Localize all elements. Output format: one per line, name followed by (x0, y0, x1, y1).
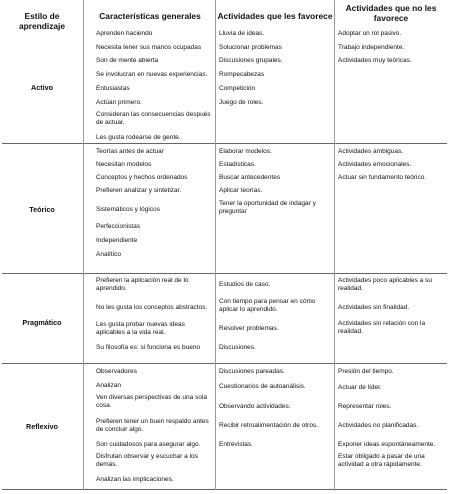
header-favors: Actividades que les favorece (217, 11, 333, 21)
list-item: Discusiones pareadas. (219, 368, 285, 375)
list-item: Entusiastas (96, 85, 130, 92)
list-item: Prefieren tener un buen respaldo antes de concluir algo. (96, 418, 209, 434)
list-item: Actuar de líder. (338, 384, 382, 391)
list-item: Exponer ideas espontáneamente. (338, 441, 436, 448)
list-item: Actividades no planificadas. (338, 422, 419, 429)
list-item: Estudios de caso. (219, 281, 271, 288)
list-item: Representar roles. (338, 403, 392, 410)
list-item: Independiente (96, 237, 138, 244)
header-not-favors: Actividades que no les favorece (345, 3, 437, 23)
style-activo: Activo (31, 83, 53, 92)
style-pragmatico: Pragmático (22, 318, 62, 327)
list-item: Discusiones grupales. (219, 57, 283, 64)
list-item: Observadores (96, 368, 137, 375)
row-divider (2, 143, 447, 144)
list-item: Actividades poco aplicables a su realidad. (338, 277, 432, 293)
column-divider (215, 0, 216, 490)
list-item: Les gusta probar nuevas ideas aplicables a la vida real. (96, 321, 185, 337)
list-item: Recibir retroalimentación de otros. (219, 422, 318, 429)
row-divider (2, 363, 447, 364)
column-divider (83, 0, 84, 490)
list-item: Disfrutan observar y escuchar a los demás. (96, 453, 198, 469)
list-item: Prefieren la aplicación real de lo aprendido. (96, 277, 189, 293)
list-item: Estar obligado a pasar de una actividad a otra rápidamente. (338, 453, 425, 469)
row-divider (2, 489, 447, 490)
style-reflexivo: Reflexivo (26, 422, 58, 431)
list-item: Aprenden haciendo (96, 30, 153, 37)
list-item: Teorías antes de actuar (96, 148, 164, 155)
list-item: Analizan las implicaciones. (96, 476, 174, 483)
list-item: Actuar sin fundamento teórico. (338, 174, 427, 181)
list-item: Actividades emocionales. (338, 161, 412, 168)
list-item: Tener la oportunidad de indagar y preguntar (219, 200, 316, 216)
list-item: Presión del tiempo. (338, 368, 394, 375)
list-item: Actividades muy teóricas. (338, 57, 412, 64)
list-item: Entrevistas. (219, 441, 253, 448)
list-item: Cuestionarios de autoanálisis. (219, 383, 306, 390)
row-divider (2, 273, 447, 274)
list-item: Analizan (96, 382, 121, 389)
list-item: Actividades ambiguas. (338, 148, 404, 155)
list-item: Adoptar un rol pasivo. (338, 30, 402, 37)
list-item: Rompecabezas (219, 71, 265, 78)
list-item: Analítico (96, 251, 121, 258)
header-characteristics: Características generales (99, 11, 201, 21)
list-item: Ven diversas perspectivas de una sola cosa. (96, 394, 207, 410)
list-item: Su filosofía es: si funciona es bueno (96, 344, 201, 351)
list-item: Lluvia de ideas. (219, 30, 265, 37)
list-item: No les gusta los conceptos abstractos. (96, 304, 208, 311)
list-item: Necesita tener sus manos ocupadas (96, 44, 202, 51)
list-item: Consideran las consecuencias después de actuar. (96, 111, 211, 127)
list-item: Son de mente abierta (96, 57, 159, 64)
list-item: Necesitan modelos (96, 161, 152, 168)
list-item: Competición (219, 85, 256, 92)
list-item: Prefieren analizar y sintetizar. (96, 187, 182, 194)
list-item: Se involucran en nuevas experiencias. (96, 71, 208, 78)
list-item: Resolver problemas. (219, 325, 279, 332)
style-teorico: Teórico (29, 205, 55, 214)
list-item: Estadísticas. (219, 161, 256, 168)
list-item: Son cuidadosos para asegurar algo. (96, 441, 201, 448)
list-item: Conceptos y hechos ordenados (96, 174, 188, 181)
list-item: Con tiempo para pensar en cómo aplicar lo aprendido. (219, 298, 316, 314)
list-item: Buscar antecedentes (219, 174, 281, 181)
list-item: Trabajo independiente. (338, 44, 405, 51)
list-item: Actividades sin finalidad. (338, 304, 410, 311)
list-item: Aplicar teorías. (219, 187, 263, 194)
header-style: Estilo de aprendizaje (18, 11, 66, 31)
list-item: Perfeccionistas (96, 223, 141, 230)
column-divider (334, 0, 335, 490)
list-item: Actividades sin relación con la realidad. (338, 320, 426, 336)
list-item: Juego de roles. (219, 99, 264, 106)
list-item: Actúan primero. (96, 99, 142, 106)
list-item: Observando actividades. (219, 403, 291, 410)
list-item: Solucionar problemas (219, 44, 282, 51)
list-item: Discusiones. (219, 344, 256, 351)
list-item: Elaborar modelos. (219, 148, 272, 155)
list-item: Sistemáticos y lógicos (96, 206, 160, 213)
list-item: Les gusta rodearse de gente. (96, 134, 181, 141)
